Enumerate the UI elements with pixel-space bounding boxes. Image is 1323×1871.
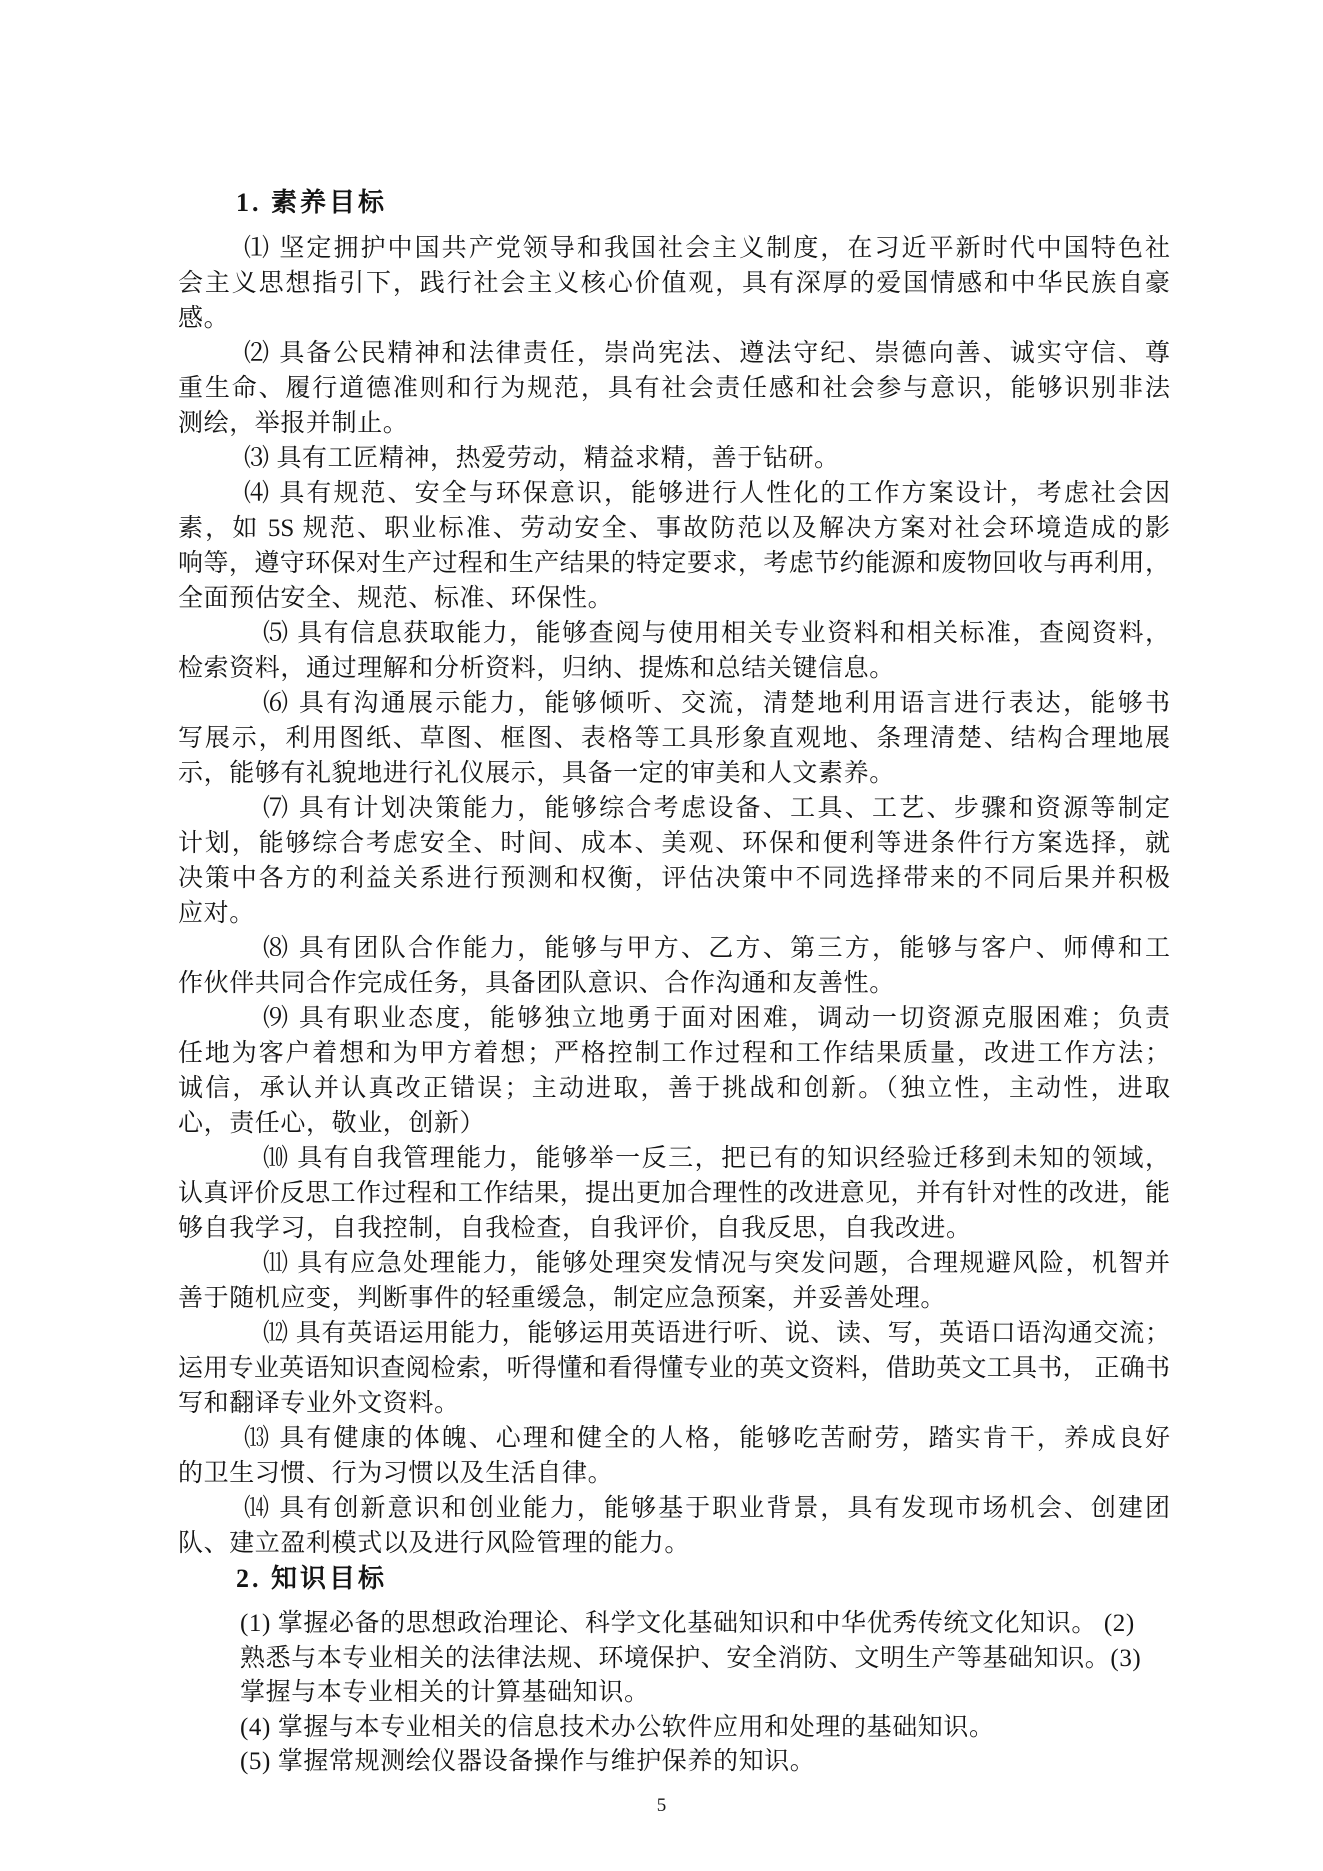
text-line: ⑷ 具有规范、安全与环保意识，能够进行人性化的工作方案设计，考虑社会因 xyxy=(244,480,1170,507)
text-line: 认真评价反思工作过程和工作结果，提出更加合理性的改进意见，并有针对性的改进，能 xyxy=(178,1180,1170,1207)
section-heading-knowledge: 2. 知识目标 xyxy=(236,1564,388,1593)
text-line: (5) 掌握常规测绘仪器设备操作与维护保养的知识。 xyxy=(240,1748,816,1775)
text-line: ⑻ 具有团队合作能力，能够与甲方、乙方、第三方，能够与客户、师傅和工 xyxy=(263,935,1170,962)
literacy-goal-item-5 xyxy=(178,616,1170,686)
text-line: 示，能够有礼貌地进行礼仪展示，具备一定的审美和人文素养。 xyxy=(178,760,895,787)
text-line: ⑹ 具有沟通展示能力，能够倾听、交流，清楚地利用语言进行表达，能够书 xyxy=(263,690,1170,717)
literacy-goal-item-12 xyxy=(178,1316,1170,1421)
literacy-goal-item-11 xyxy=(178,1246,1170,1316)
text-line: 测绘，举报并制止。 xyxy=(178,410,409,437)
literacy-goal-item-6 xyxy=(178,686,1170,791)
text-line: ⒁ 具有创新意识和创业能力，能够基于职业背景，具有发现市场机会、创建团 xyxy=(244,1495,1170,1522)
text-line: 掌握与本专业相关的计算基础知识。 xyxy=(240,1679,650,1706)
literacy-goal-item-9 xyxy=(178,1001,1170,1141)
text-line: (4) 掌握与本专业相关的信息技术办公软件应用和处理的基础知识。 xyxy=(240,1713,995,1741)
text-line: 的卫生习惯、行为习惯以及生活自律。 xyxy=(178,1460,614,1487)
literacy-goal-item-14 xyxy=(178,1491,1170,1561)
text-line: 作伙伴共同合作完成任务，具备团队意识、合作沟通和友善性。 xyxy=(178,970,895,997)
text-line: ⑶ 具有工匠精神，热爱劳动，精益求精，善于钻研。 xyxy=(244,445,840,472)
text-line: 写展示，利用图纸、草图、框图、表格等工具形象直观地、条理清楚、结构合理地展 xyxy=(178,725,1170,752)
document-body xyxy=(178,185,1170,1780)
knowledge-goal-list xyxy=(178,1607,1170,1780)
text-line: 善于随机应变，判断事件的轻重缓急，制定应急预案，并妥善处理。 xyxy=(178,1285,947,1312)
text-line: (1) 掌握必备的思想政治理论、科学文化基础知识和中华优秀传统文化知识。 (2) xyxy=(240,1610,1135,1637)
literacy-goal-item-8 xyxy=(178,931,1170,1001)
text-line: 任地为客户着想和为甲方着想；严格控制工作过程和工作结果质量，改进工作方法； xyxy=(178,1040,1170,1067)
text-line: 会主义思想指引下，践行社会主义核心价值观，具有深厚的爱国情感和中华民族自豪 xyxy=(178,270,1170,297)
text-line: ⑵ 具备公民精神和法律责任，崇尚宪法、遵法守纪、崇德向善、诚实守信、尊 xyxy=(244,340,1170,367)
text-line: ⑴ 坚定拥护中国共产党领导和我国社会主义制度，在习近平新时代中国特色社 xyxy=(244,235,1170,262)
text-line: ⑿ 具有英语运用能力，能够运用英语进行听、说、读、写，英语口语沟通交流； xyxy=(263,1320,1170,1347)
text-line: ⑺ 具有计划决策能力，能够综合考虑设备、工具、工艺、步骤和资源等制定 xyxy=(263,795,1170,822)
text-line: 写和翻译专业外文资料。 xyxy=(178,1390,460,1417)
text-line: 决策中各方的利益关系进行预测和权衡，评估决策中不同选择带来的不同后果并积极 xyxy=(178,865,1170,892)
text-line: 响等，遵守环保对生产过程和生产结果的特定要求，考虑节约能源和废物回收与再利用， xyxy=(178,550,1170,577)
text-line: 队、建立盈利模式以及进行风险管理的能力。 xyxy=(178,1530,691,1557)
text-line: ⑾ 具有应急处理能力，能够处理突发情况与突发问题，合理规避风险，机智并 xyxy=(263,1250,1170,1277)
text-line: 重生命、履行道德准则和行为规范，具有社会责任感和社会参与意识，能够识别非法 xyxy=(178,375,1170,402)
page-number: 5 xyxy=(656,1795,667,1816)
text-line: 检索资料，通过理解和分析资料，归纳、提炼和总结关键信息。 xyxy=(178,655,895,682)
text-line: 运用专业英语知识查阅检索，听得懂和看得懂专业的英文资料，借助英文工具书， 正确书 xyxy=(178,1355,1170,1382)
text-line: ⑼ 具有职业态度，能够独立地勇于面对困难，调动一切资源克服困难；负责 xyxy=(263,1005,1170,1032)
literacy-goal-item-4 xyxy=(178,476,1170,616)
literacy-goal-item-10 xyxy=(178,1141,1170,1246)
text-line: 素，如 5S 规范、职业标准、劳动安全、事故防范以及解决方案对社会环境造成的影 xyxy=(178,515,1170,542)
text-line: 全面预估安全、规范、标准、环保性。 xyxy=(178,585,614,612)
text-line: 诚信，承认并认真改正错误；主动进取，善于挑战和创新。（独立性，主动性，进取 xyxy=(178,1075,1170,1102)
literacy-goal-item-1 xyxy=(178,231,1170,336)
text-line: ⑽ 具有自我管理能力，能够举一反三，把已有的知识经验迁移到未知的领域， xyxy=(263,1145,1170,1172)
text-line: 熟悉与本专业相关的法律法规、环境保护、安全消防、文明生产等基础知识。(3) xyxy=(240,1644,1142,1672)
text-line: 应对。 xyxy=(178,900,255,927)
text-line: 感。 xyxy=(178,305,230,332)
literacy-goal-item-2 xyxy=(178,336,1170,441)
text-line: 心，责任心，敬业，创新） xyxy=(178,1110,486,1137)
literacy-goal-item-7 xyxy=(178,791,1170,931)
text-line: 计划，能够综合考虑安全、时间、成本、美观、环保和便利等进条件行方案选择，就 xyxy=(178,830,1170,857)
text-line: ⒀ 具有健康的体魄、心理和健全的人格，能够吃苦耐劳，踏实肯干，养成良好 xyxy=(244,1425,1170,1452)
literacy-goal-item-3 xyxy=(178,441,1170,476)
text-line: 够自我学习，自我控制，自我检查，自我评价，自我反思，自我改进。 xyxy=(178,1215,972,1242)
text-line: ⑸ 具有信息获取能力，能够查阅与使用相关专业资料和相关标准，查阅资料， xyxy=(263,620,1170,647)
literacy-goal-item-13 xyxy=(178,1421,1170,1491)
section-heading-literacy: 1. 素养目标 xyxy=(236,188,388,217)
